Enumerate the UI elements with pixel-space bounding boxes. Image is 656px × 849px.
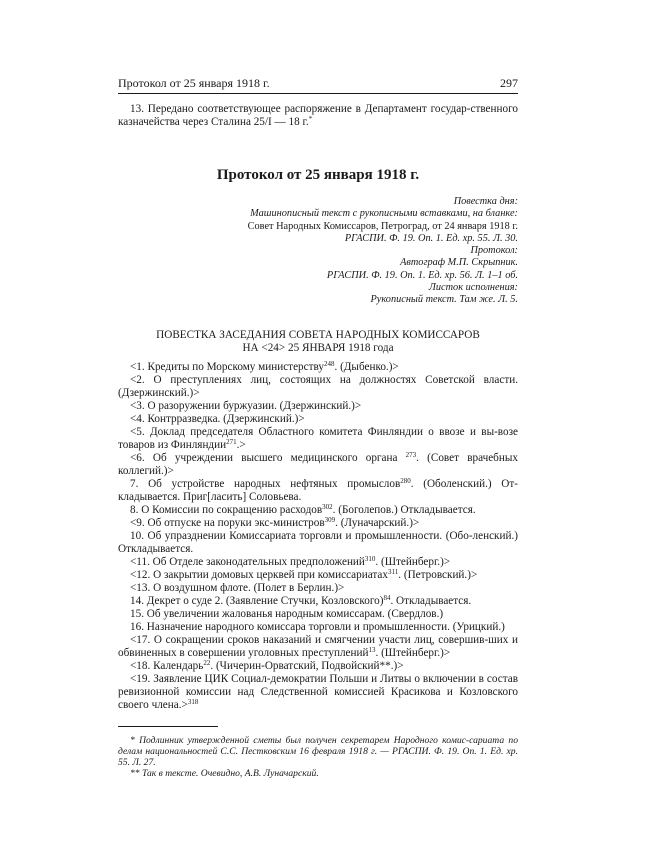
archival-sources <box>118 196 518 307</box>
agenda-item: <18. Календарь$^{22}$. (Чичерин-Орватский, Подвойский**.)> <box>130 658 404 672</box>
agenda-item: <5. Доклад председателя Областного комитета Финляндии о ввозе и вы-возе товаров из Финляндии$^{271}$.> <box>118 425 518 451</box>
source-line: Машинописный текст с рукописными вставками, на бланке: <box>250 208 518 220</box>
source-line: Протокол: <box>470 245 518 257</box>
source-line: Автограф М.П. Скрыпник. <box>400 257 518 269</box>
agenda-item: <2. О преступлениях лиц, состоящих на должностях Советской власти. (Дзержинский.)> <box>118 373 518 399</box>
agenda-item: 16. Назначение народного комиссара торговли и промышленности. (Урицкий.) <box>130 620 505 633</box>
agenda-item: 14. Декрет о суде 2. (Заявление Стучки, Козловского)$^{84}$. Откладывается. <box>130 593 472 607</box>
agenda-item: <19. Заявление ЦИК Социал-демократии Польши и Литвы о включении в состав ревизионной комиссии над Следственной комиссией Красикова и Козловского своего члена.>$^{318}$ <box>118 672 518 711</box>
agenda-item: 15. Об увеличении жалованья народным комиссарам. (Свердлов.) <box>130 607 444 620</box>
agenda-item: <13. О воздушном флоте. (Полет в Берлин.)> <box>130 581 345 594</box>
agenda-item: 8. О Комиссии по сокращению расходов$^{302}$. (Боголепов.) Откладывается. <box>130 502 476 516</box>
agenda-item: <1. Кредиты по Морскому министерству$^{248}$. (Дыбенко.)> <box>130 359 399 373</box>
agenda-item: <9. Об отпуске на поруки экс-министров$^{309}$. (Луначарский.)> <box>130 515 420 529</box>
closing-paragraph: 13. Передано соответствующее распоряжение в Департамент государ-ственного казначейства через Сталина 25/I — 18 г.* <box>118 103 518 128</box>
agenda-item: <6. Об учреждении высшего медицинского органа $^{273}$. (Совет врачебных коллегий.)> <box>118 450 518 477</box>
agenda-heading <box>118 329 518 355</box>
footnote-divider <box>118 726 218 727</box>
agenda-item: <12. О закрытии домовых церквей при комиссариатах$^{311}$. (Петровский.)> <box>130 567 478 581</box>
agenda-list <box>118 361 518 712</box>
footnote-mark: * <box>308 115 313 123</box>
agenda-item: 7. Об устройстве народных нефтяных промыслов$^{280}$. (Оболенский.) От-кладывается. Приг[ласить] Соловьева. <box>118 476 518 503</box>
footnote: * Подлинник утвержденной сметы был получен секретарем Народного комис-сариата по делам национальностей С.С. Пестковским 16 февраля 1918 г. — РГАСПИ. Ф. 19. Оп. 1. Ед. хр. 55. Л. 27. <box>118 734 518 769</box>
agenda-item: <17. О сокращении сроков наказаний и смягчении участи лиц, совершив-ших и обвиненных в совершении уголовных преступлений$^{13}$. (Штейнберг.)> <box>118 633 518 659</box>
running-title: Протокол от 25 января 1918 г. <box>118 76 270 90</box>
agenda-heading-line: ПОВЕСТКА ЗАСЕДАНИЯ СОВЕТА НАРОДНЫХ КОМИССАРОВ <box>156 328 480 341</box>
agenda-heading-line: НА <24> 25 ЯНВАРЯ 1918 года <box>242 341 394 354</box>
agenda-item: <3. О разоружении буржуазии. (Дзержинский.)> <box>130 399 362 412</box>
agenda-item: 10. Об упразднении Комиссариата торговли и промышленности. (Обо-ленский.) Откладывается. <box>118 529 518 555</box>
protocol-title: Протокол от 25 января 1918 г. <box>216 167 420 183</box>
source-line: Совет Народных Комиссаров, Петроград, от 24 января 1918 г. <box>247 220 518 232</box>
footnote: ** Так в тексте. Очевидно, А.В. Луначарский. <box>130 768 319 780</box>
source-line: Повестка дня: <box>453 196 518 207</box>
source-line: Рукописный текст. Там же. Л. 5. <box>370 294 518 306</box>
source-line: РГАСПИ. Ф. 19. Оп. 1. Ед. хр. 55. Л. 30. <box>344 232 518 244</box>
source-line: Листок исполнения: <box>428 282 518 294</box>
agenda-item: <4. Контрразведка. (Дзержинский.)> <box>130 412 305 425</box>
source-line: РГАСПИ. Ф. 19. Оп. 1. Ед. хр. 56. Л. 1–1 об. <box>326 269 518 281</box>
document-page <box>118 76 518 779</box>
running-header <box>118 76 518 94</box>
agenda-item: <11. Об Отделе законодательных предположений$^{310}$. (Штейнберг.)> <box>130 554 451 568</box>
page-number: 297 <box>500 76 518 90</box>
